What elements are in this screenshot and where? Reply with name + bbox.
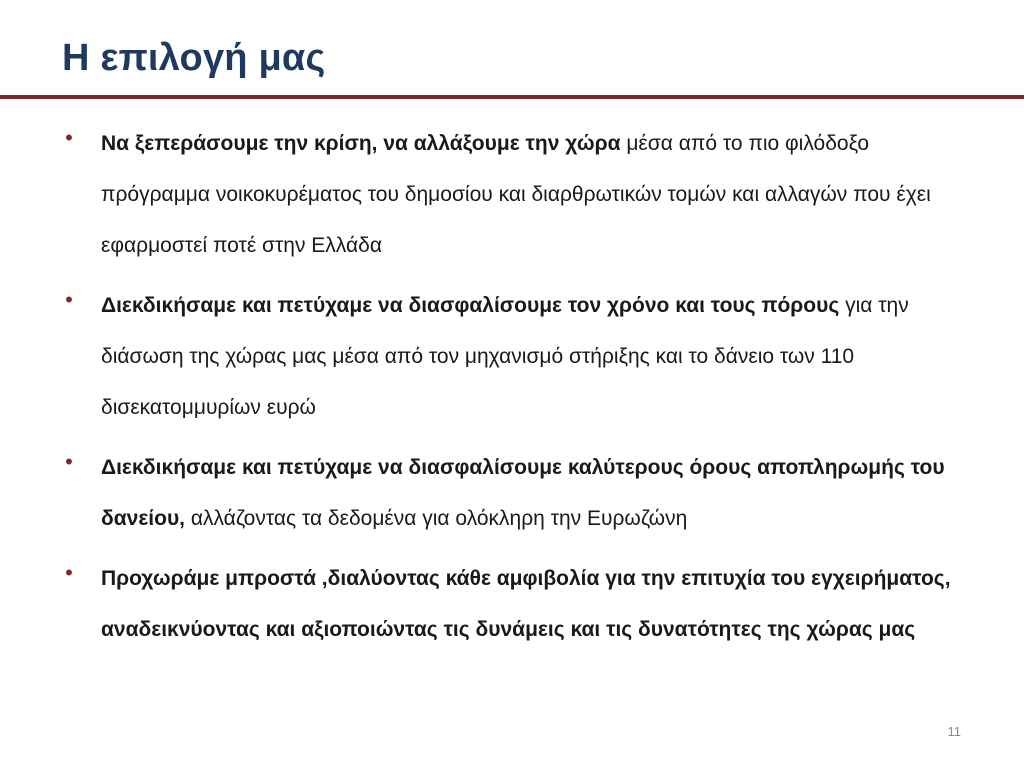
bullet-text: για την διάσωση της χώρας μας μέσα από τον μηχανισμό στήριξης και το δάνειο των 110 δισεκατομμυρίων ευρώ — [101, 294, 909, 419]
page-number: 11 — [947, 724, 961, 739]
bullet-icon: • — [65, 560, 73, 585]
bullet-item — [62, 442, 962, 544]
bullet-text: μέσα από το πιο φιλόδοξο πρόγραμμα νοικοκυρέματος του δημοσίου και διαρθρωτικών τομών και αλλαγών που έχει εφαρμοστεί ποτέ στην Ελλάδα — [101, 132, 931, 257]
bullet-item — [62, 280, 962, 433]
bullet-bold-text: Διεκδικήσαμε και πετύχαμε να διασφαλίσουμε καλύτερους όρους αποπληρωμής του δανείου, — [101, 456, 945, 530]
title-divider — [0, 95, 1024, 99]
slide-title: Η επιλογή μας — [62, 37, 326, 79]
bullet-bold-text: Προχωράμε μπροστά ,διαλύοντας κάθε αμφιβολία για την επιτυχία του εγχειρήματος, αναδεικνύοντας και αξιοποιώντας τις δυνάμεις και τις δυνατότητες της χώρας μας — [101, 567, 951, 641]
bullet-list — [62, 118, 962, 664]
bullet-icon: • — [65, 125, 73, 150]
bullet-bold-text: Να ξεπεράσουμε την κρίση, να αλλάξουμε την χώρα — [101, 132, 621, 155]
bullet-icon: • — [65, 287, 73, 312]
bullet-text: αλλάζοντας τα δεδομένα για ολόκληρη την Ευρωζώνη — [185, 507, 688, 530]
bullet-bold-text: Διεκδικήσαμε και πετύχαμε να διασφαλίσουμε τον χρόνο και τους πόρους — [101, 294, 840, 317]
bullet-icon: • — [65, 449, 73, 474]
bullet-item — [62, 553, 962, 655]
bullet-item — [62, 118, 962, 271]
